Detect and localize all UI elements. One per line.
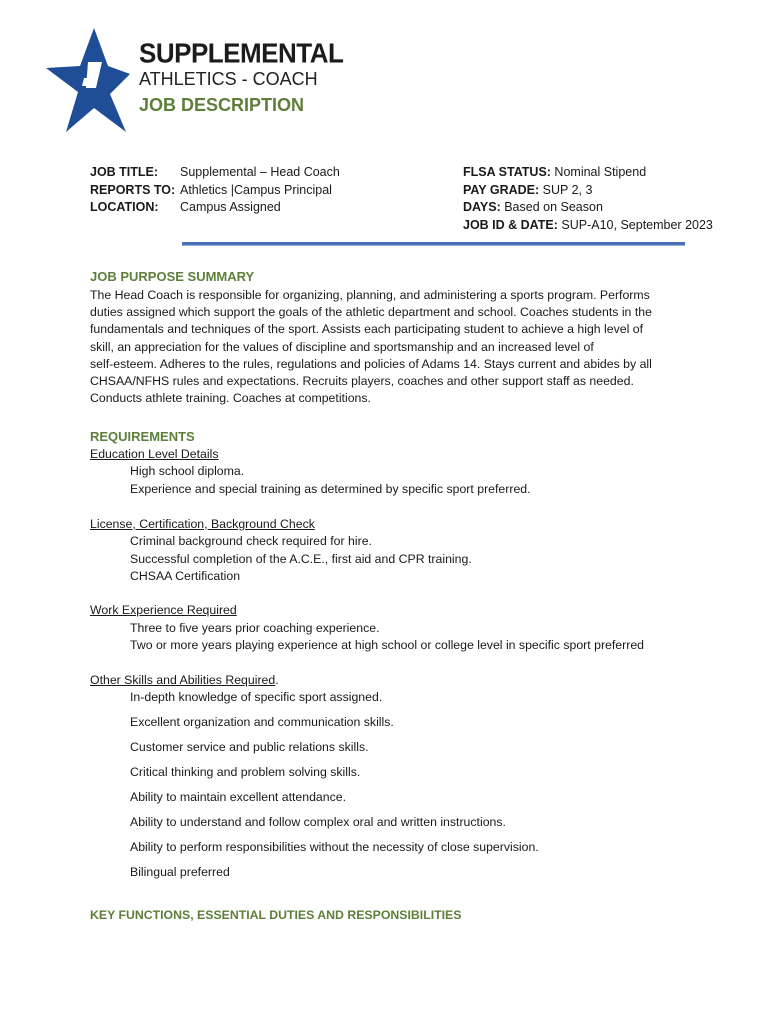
job-title-label: JOB TITLE:: [90, 165, 159, 179]
skill-item: Critical thinking and problem solving skills.: [130, 765, 361, 779]
star-a-logo-icon: [44, 26, 130, 134]
skill-item: Ability to understand and follow complex oral and written instructions.: [130, 815, 506, 829]
license-subheading: License, Certification, Background Check: [90, 517, 315, 531]
flsa-value: Nominal Stipend: [550, 165, 647, 179]
skill-item: Bilingual preferred: [130, 865, 230, 879]
doc-type: JOB DESCRIPTION: [139, 95, 305, 115]
purpose-line: duties assigned which support the goals of the athletic department and school. Coaches students in the: [90, 305, 652, 320]
days-row: [463, 199, 713, 217]
license-item: Criminal background check required for hire.: [130, 534, 372, 548]
skills-subheading-wrap: [90, 673, 279, 687]
job-id-label: JOB ID & DATE:: [463, 217, 558, 232]
skills-subheading: Other Skills and Abilities Required: [90, 673, 276, 687]
purpose-heading: JOB PURPOSE SUMMARY: [90, 269, 255, 284]
license-item: CHSAA Certification: [130, 569, 241, 583]
location-row: [90, 199, 340, 217]
purpose-line: fundamentals and techniques of the sport. Assists each participating student to achieve a high level of: [90, 322, 644, 337]
purpose-line: skill, an appreciation for the values of discipline and sportsmanship and an increased level of: [90, 339, 594, 354]
education-item: Experience and special training as determined by specific sport preferred.: [130, 482, 531, 496]
job-id-row: [463, 217, 713, 235]
job-info-left: [90, 164, 340, 217]
skills-subheading-suffix: .: [275, 673, 279, 687]
skill-item: Customer service and public relations skills.: [130, 740, 369, 754]
job-id-value: SUP-A10, September 2023: [557, 217, 713, 232]
reports-to-row: [90, 182, 340, 200]
skill-item: Excellent organization and communication skills.: [130, 715, 394, 729]
skill-item: Ability to perform responsibilities without the necessity of close supervision.: [130, 840, 539, 854]
reports-to-label: REPORTS TO:: [90, 182, 176, 197]
pay-grade-label: PAY GRADE:: [463, 182, 540, 197]
skill-item: In-depth knowledge of specific sport assigned.: [130, 690, 383, 704]
education-subheading: Education Level Details: [90, 447, 219, 461]
education-item: High school diploma.: [130, 464, 245, 478]
job-title-row: [90, 164, 340, 182]
flsa-label: FLSA STATUS:: [463, 165, 551, 179]
experience-subheading: Work Experience Required: [90, 603, 237, 617]
job-title-value: Supplemental – Head Coach: [180, 165, 340, 179]
pay-grade-row: [463, 182, 713, 200]
license-item: Successful completion of the A.C.E., first aid and CPR training.: [130, 552, 472, 566]
doc-subtitle: ATHLETICS - COACH: [139, 69, 318, 89]
skill-item: Ability to maintain excellent attendance.: [130, 790, 347, 804]
reports-to-value: Athletics |Campus Principal: [180, 182, 332, 197]
flsa-row: [463, 164, 713, 182]
days-label: DAYS:: [463, 200, 501, 214]
pay-grade-value: SUP 2, 3: [539, 182, 593, 197]
location-value: Campus Assigned: [180, 200, 281, 214]
purpose-line: self-esteem. Adheres to the rules, regulations and policies of Adams 14. Stays current and abides by all: [90, 356, 652, 371]
location-label: LOCATION:: [90, 200, 159, 214]
requirements-heading: REQUIREMENTS: [90, 429, 195, 444]
experience-item: Three to five years prior coaching experience.: [130, 621, 380, 635]
experience-item: Two or more years playing experience at high school or college level in specific sport preferred: [130, 638, 644, 652]
job-info-right: [463, 164, 713, 234]
key-functions-heading: KEY FUNCTIONS, ESSENTIAL DUTIES AND RESPONSIBILITIES: [90, 908, 462, 922]
days-value: Based on Season: [500, 200, 603, 214]
header-divider: [182, 242, 685, 246]
purpose-paragraph: [90, 287, 690, 407]
purpose-line: CHSAA/NFHS rules and expectations. Recruits players, coaches and other support staff as needed.: [90, 374, 634, 389]
doc-title: SUPPLEMENTAL: [139, 37, 344, 69]
purpose-line: Conducts athlete training. Coaches at competitions.: [90, 391, 371, 406]
purpose-line: The Head Coach is responsible for organizing, planning, and administering a sports program. Performs: [90, 288, 650, 302]
